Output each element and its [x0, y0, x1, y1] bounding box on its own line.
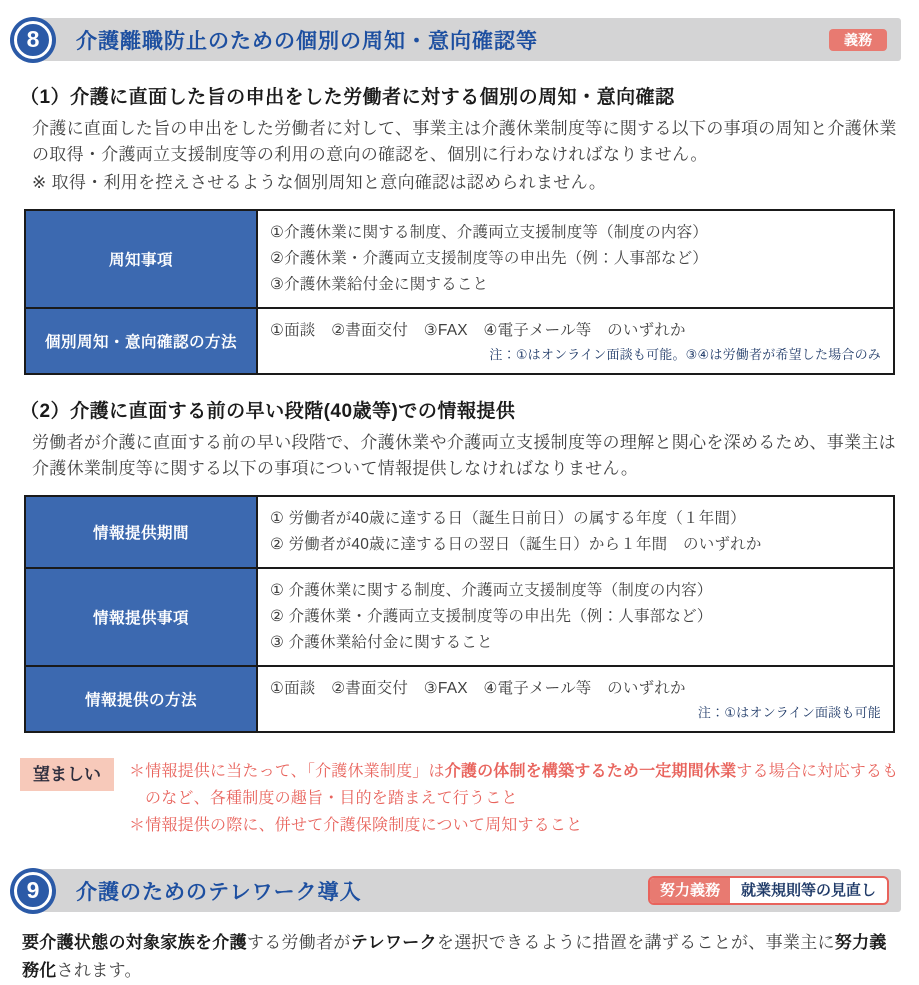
work-rules-review-badge: 就業規則等の見直し: [740, 882, 876, 899]
section9-body: 要介護状態の対象家族を介護する労働者がテレワークを選択できるように措置を講ずることが、事業主に努力義務化されます。: [22, 933, 887, 980]
content-line: ② 労働者が40歳に達する日の翌日（誕生日）から１年間 のいずれか: [270, 536, 762, 553]
row-content: [257, 666, 894, 732]
mandatory-badge: 義務: [829, 29, 887, 51]
row-content: [257, 496, 894, 568]
information-table: [24, 495, 895, 733]
row-label: 周知事項: [25, 210, 257, 308]
content-line: ① 介護休業に関する制度、介護両立支援制度等（制度の内容）: [270, 582, 713, 599]
desirable-item: ＊情報提供に当たって、「介護休業制度」は介護の体制を構築するため一定期間休業する場合に対応するものなど、各種制度の趣旨・目的を踏まえて行うこと: [129, 763, 899, 807]
row-label: 個別周知・意向確認の方法: [25, 308, 257, 374]
row-label: 情報提供の方法: [25, 666, 257, 732]
notification-table: [24, 209, 895, 375]
content-line: ①介護休業に関する制度、介護両立支援制度等（制度の内容）: [270, 224, 708, 241]
subsection1-body: 介護に直面した旨の申出をした労働者に対して、事業主は介護休業制度等に関する以下の事項の周知と介護休業の取得・介護両立支援制度等の利用の意向の確認を、個別に行わなければなりません。: [32, 119, 897, 164]
table-row: [25, 496, 894, 568]
content-note: 注：①はオンライン面談も可能: [697, 705, 881, 720]
desirable-text: [129, 758, 901, 839]
content-line: ③介護休業給付金に関すること: [270, 276, 489, 293]
section9-title: 介護のためのテレワーク導入: [76, 880, 362, 904]
content-line: ① 労働者が40歳に達する日（誕生日前日）の属する年度（１年間）: [270, 510, 746, 527]
section9-number: 9: [26, 877, 40, 903]
section9-number-badge: [14, 872, 52, 910]
content-note: 注：①はオンライン面談も可能。③④は労働者が希望した場合のみ: [489, 347, 881, 362]
desirable-block: [20, 758, 901, 839]
row-label: 情報提供期間: [25, 496, 257, 568]
row-content: [257, 308, 894, 374]
section9-badges: [648, 876, 889, 905]
subsection2-heading: （2）介護に直面する前の早い段階(40歳等)での情報提供: [20, 401, 516, 422]
row-content: [257, 210, 894, 308]
desirable-item: ＊情報提供の際に、併せて介護保険制度について周知すること: [129, 817, 583, 834]
section8-number: 8: [26, 26, 40, 52]
content-line: ②介護休業・介護両立支援制度等の申出先（例：人事部など）: [270, 250, 708, 267]
table-row: [25, 568, 894, 666]
section9-header: [28, 869, 901, 912]
section8-title: 介護離職防止のための個別の周知・意向確認等: [76, 29, 538, 53]
table-row: [25, 210, 894, 308]
effort-obligation-badge: 努力義務: [650, 878, 730, 903]
content-line: ①面談 ②書面交付 ③FAX ④電子メール等 のいずれか: [270, 322, 686, 339]
row-content: [257, 568, 894, 666]
subsection1-caution: ※ 取得・利用を控えさせるような個別周知と意向確認は認められません。: [32, 173, 607, 192]
section8-header: [28, 18, 901, 61]
desirable-badge: 望ましい: [20, 758, 114, 791]
subsection1-heading: （1）介護に直面した旨の申出をした労働者に対する個別の周知・意向確認: [20, 87, 675, 108]
content-line: ③ 介護休業給付金に関すること: [270, 634, 493, 651]
content-line: ② 介護休業・介護両立支援制度等の申出先（例：人事部など）: [270, 608, 713, 625]
content-line: ①面談 ②書面交付 ③FAX ④電子メール等 のいずれか: [270, 680, 686, 697]
table-row: [25, 666, 894, 732]
row-label: 情報提供事項: [25, 568, 257, 666]
section8-number-badge: [14, 21, 52, 59]
table-row: [25, 308, 894, 374]
subsection2-body: 労働者が介護に直面する前の早い段階で、介護休業や介護両立支援制度等の理解と関心を深めるため、事業主は介護休業制度等に関する以下の事項について情報提供しなければなりません。: [32, 433, 896, 478]
